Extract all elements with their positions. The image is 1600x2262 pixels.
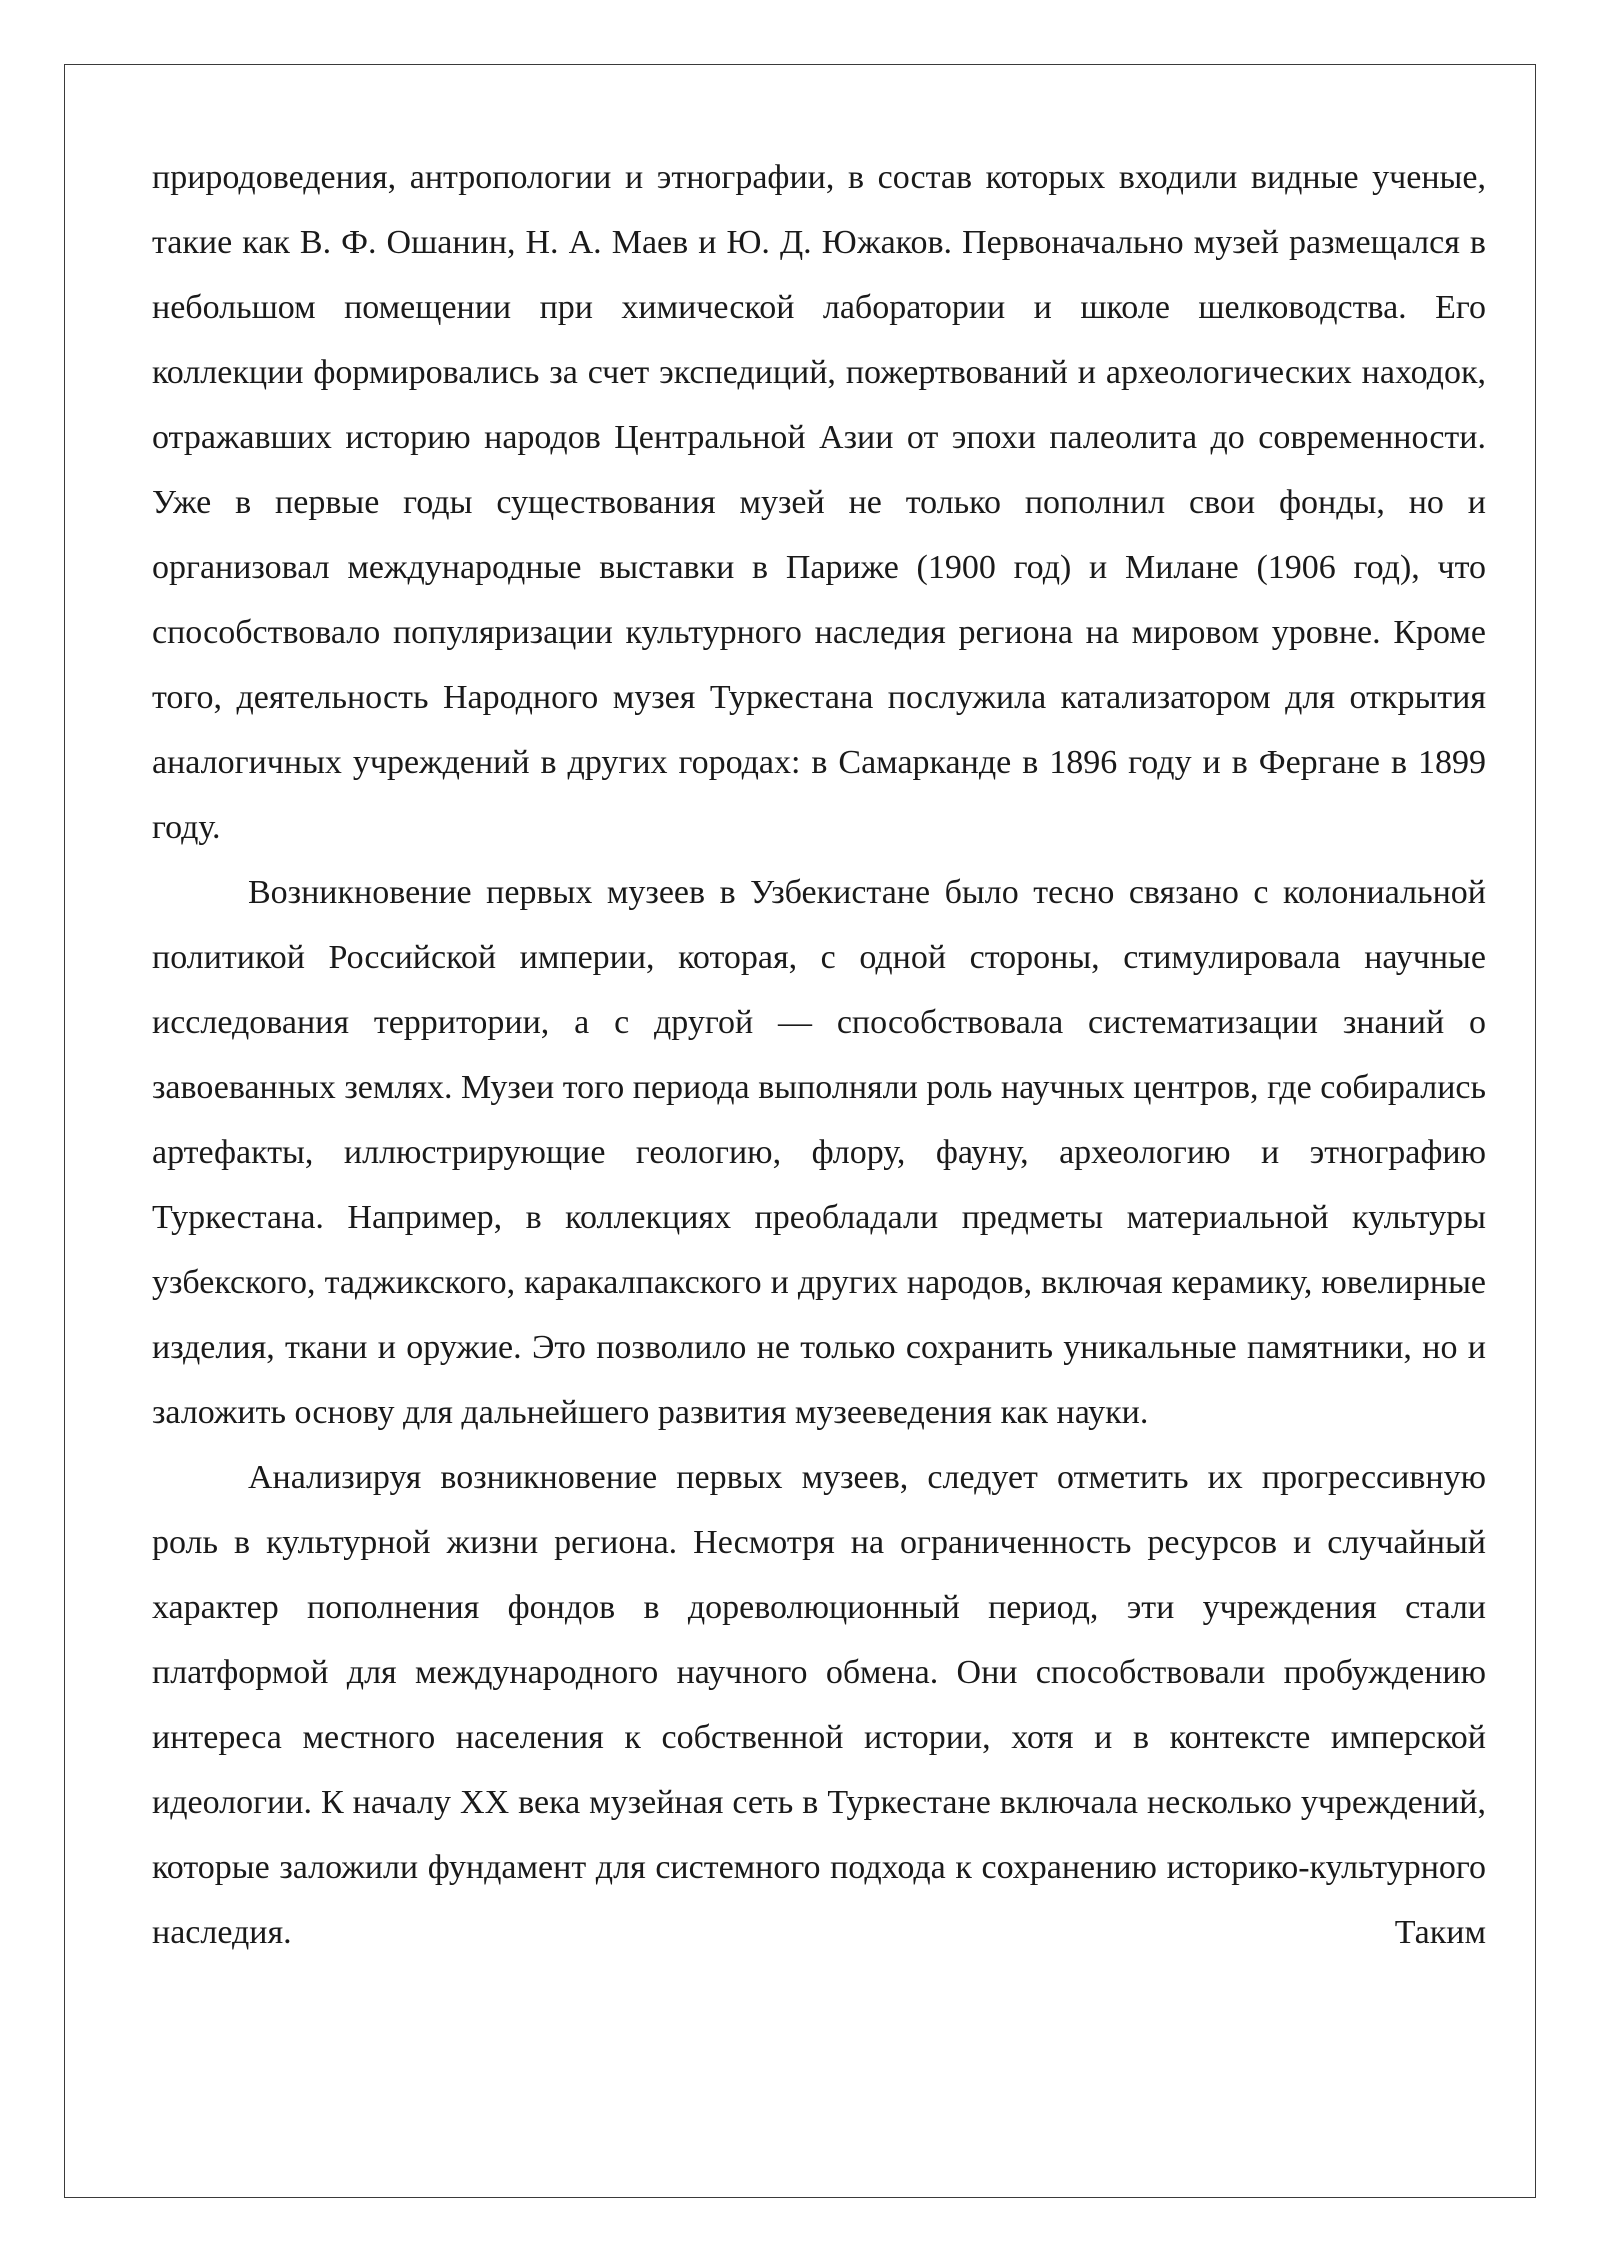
paragraph-1: природоведения, антропологии и этнографии, в состав которых входили видные ученые, такие как В. Ф. Ошанин, Н. А. Маев и Ю. Д. Южаков. Первоначально музей размещался в небольшом помещении при химической лаборатории и школе шелководства. Его коллекции формировались за счет экспедиций, пожертвований и археологических находок, отражавших историю народов Центральной Азии от эпохи палеолита до современности. Уже в первые годы существования музей не только пополнил свои фонды, но и организовал международные выставки в Париже (1900 год) и Милане (1906 год), что способствовало популяризации культурного наследия региона на мировом уровне. Кроме того, деятельность Народного музея Туркестана послужила катализатором для открытия аналогичных учреждений в других городах: в Самарканде в 1896 году и в Фергане в 1899 году. <box>152 159 1486 846</box>
paragraph-2: Возникновение первых музеев в Узбекистане было тесно связано с колониальной политикой Российской империи, которая, с одной стороны, стимулировала научные исследования территории, а с другой — способствовала систематизации знаний о завоеванных землях. Музеи того периода выполняли роль научных центров, где собирались артефакты, иллюстрирующие геологию, флору, фауну, археологию и этнографию Туркестана. Например, в коллекциях преобладали предметы материальной культуры узбекского, таджикского, каракалпакского и других народов, включая керамику, ювелирные изделия, ткани и оружие. Это позволило не только сохранить уникальные памятники, но и заложить основу для дальнейшего развития музееведения как науки. <box>152 874 1486 1431</box>
document-body <box>152 145 1486 1965</box>
paragraph-3: Анализируя возникновение первых музеев, следует отметить их прогрессивную роль в культурной жизни региона. Несмотря на ограниченность ресурсов и случайный характер пополнения фондов в дореволюционный период, эти учреждения стали платформой для международного научного обмена. Они способствовали пробуждению интереса местного населения к собственной истории, хотя и в контексте имперской идеологии. К началу XX века музейная сеть в Туркестане включала несколько учреждений, которые заложили фундамент для системного подхода к сохранению историко-культурного наследия. Таким <box>152 1459 1486 1951</box>
